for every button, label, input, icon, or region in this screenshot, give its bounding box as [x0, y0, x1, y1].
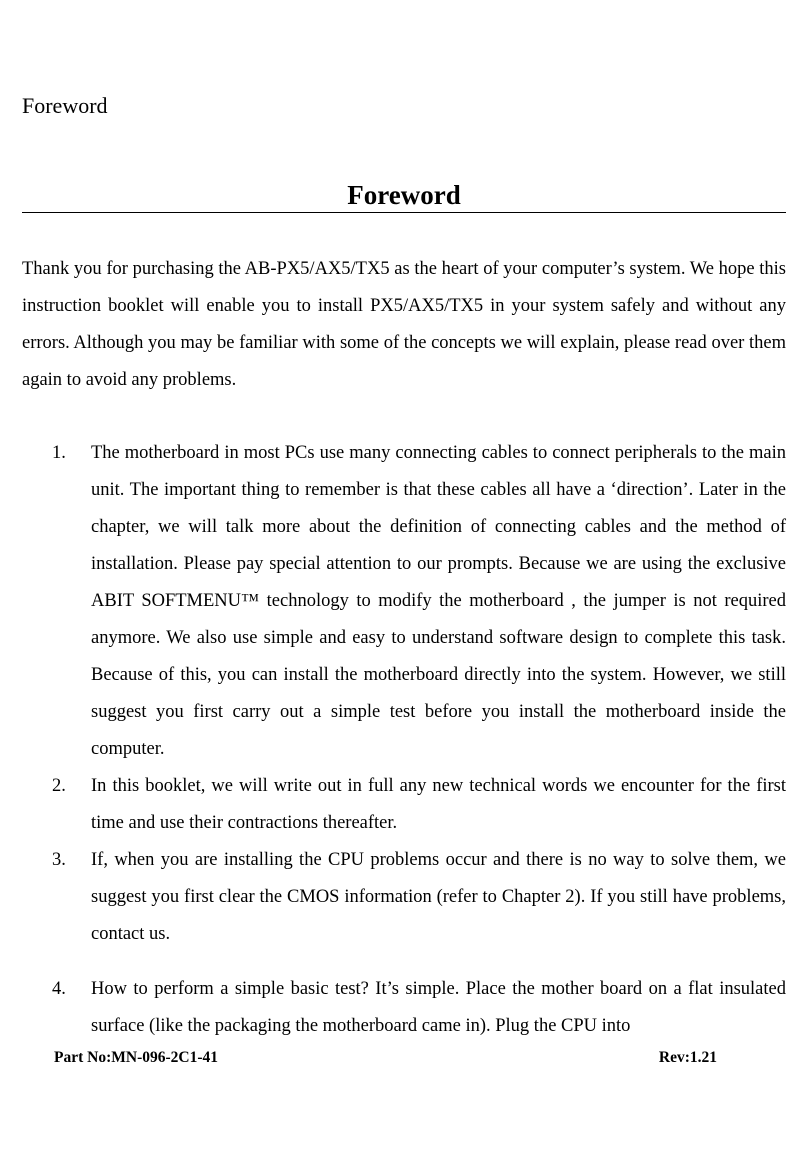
list-item [22, 842, 786, 953]
part-number: Part No:MN-096-2C1-41 [54, 1049, 218, 1066]
page-footer [54, 1048, 717, 1068]
list-item-number: 1. [52, 443, 66, 463]
list-item-number: 4. [52, 979, 66, 999]
page-title: Foreword [347, 180, 461, 210]
list-item [22, 435, 786, 768]
numbered-list [22, 435, 786, 1045]
list-item [22, 971, 786, 1045]
list-item [22, 768, 786, 842]
list-item-number: 3. [52, 850, 66, 870]
running-header: Foreword [22, 93, 108, 118]
list-item-text: If, when you are installing the CPU problems occur and there is no way to solve them, we suggest you first clear the CMOS information (refer to Chapter 2). If you still have problems, contact us. [91, 850, 786, 944]
list-item-text: In this booklet, we will write out in full any new technical words we encounter for the first time and use their contractions thereafter. [91, 776, 786, 833]
list-item-number: 2. [52, 776, 66, 796]
title-divider [22, 212, 786, 213]
intro-paragraph: Thank you for purchasing the AB-PX5/AX5/TX5 as the heart of your computer’s system. We hope this instruction booklet will enable you to install PX5/AX5/TX5 in your system safely and without any errors. Although you may be familiar with some of the concepts we will explain, please read over them again to avoid any problems. [22, 259, 786, 390]
list-item-text: The motherboard in most PCs use many connecting cables to connect peripherals to the main unit. The important thing to remember is that these cables all have a ‘direction’. Later in the chapter, we will talk more about the definition of connecting cables and the method of installation. Please pay special attention to our prompts. Because we are using the exclusive ABIT SOFTMENU™ technology to modify the motherboard , the jumper is not required anymore. We also use simple and easy to understand software design to complete this task. Because of this, you can install the motherboard directly into the system. However, we still suggest you first carry out a simple test before you install the motherboard inside the computer. [91, 443, 786, 759]
revision: Rev:1.21 [658, 1049, 717, 1066]
list-item-text: How to perform a simple basic test? It’s simple. Place the mother board on a flat insulated surface (like the packaging the motherboard came in). Plug the CPU into [91, 979, 786, 1036]
